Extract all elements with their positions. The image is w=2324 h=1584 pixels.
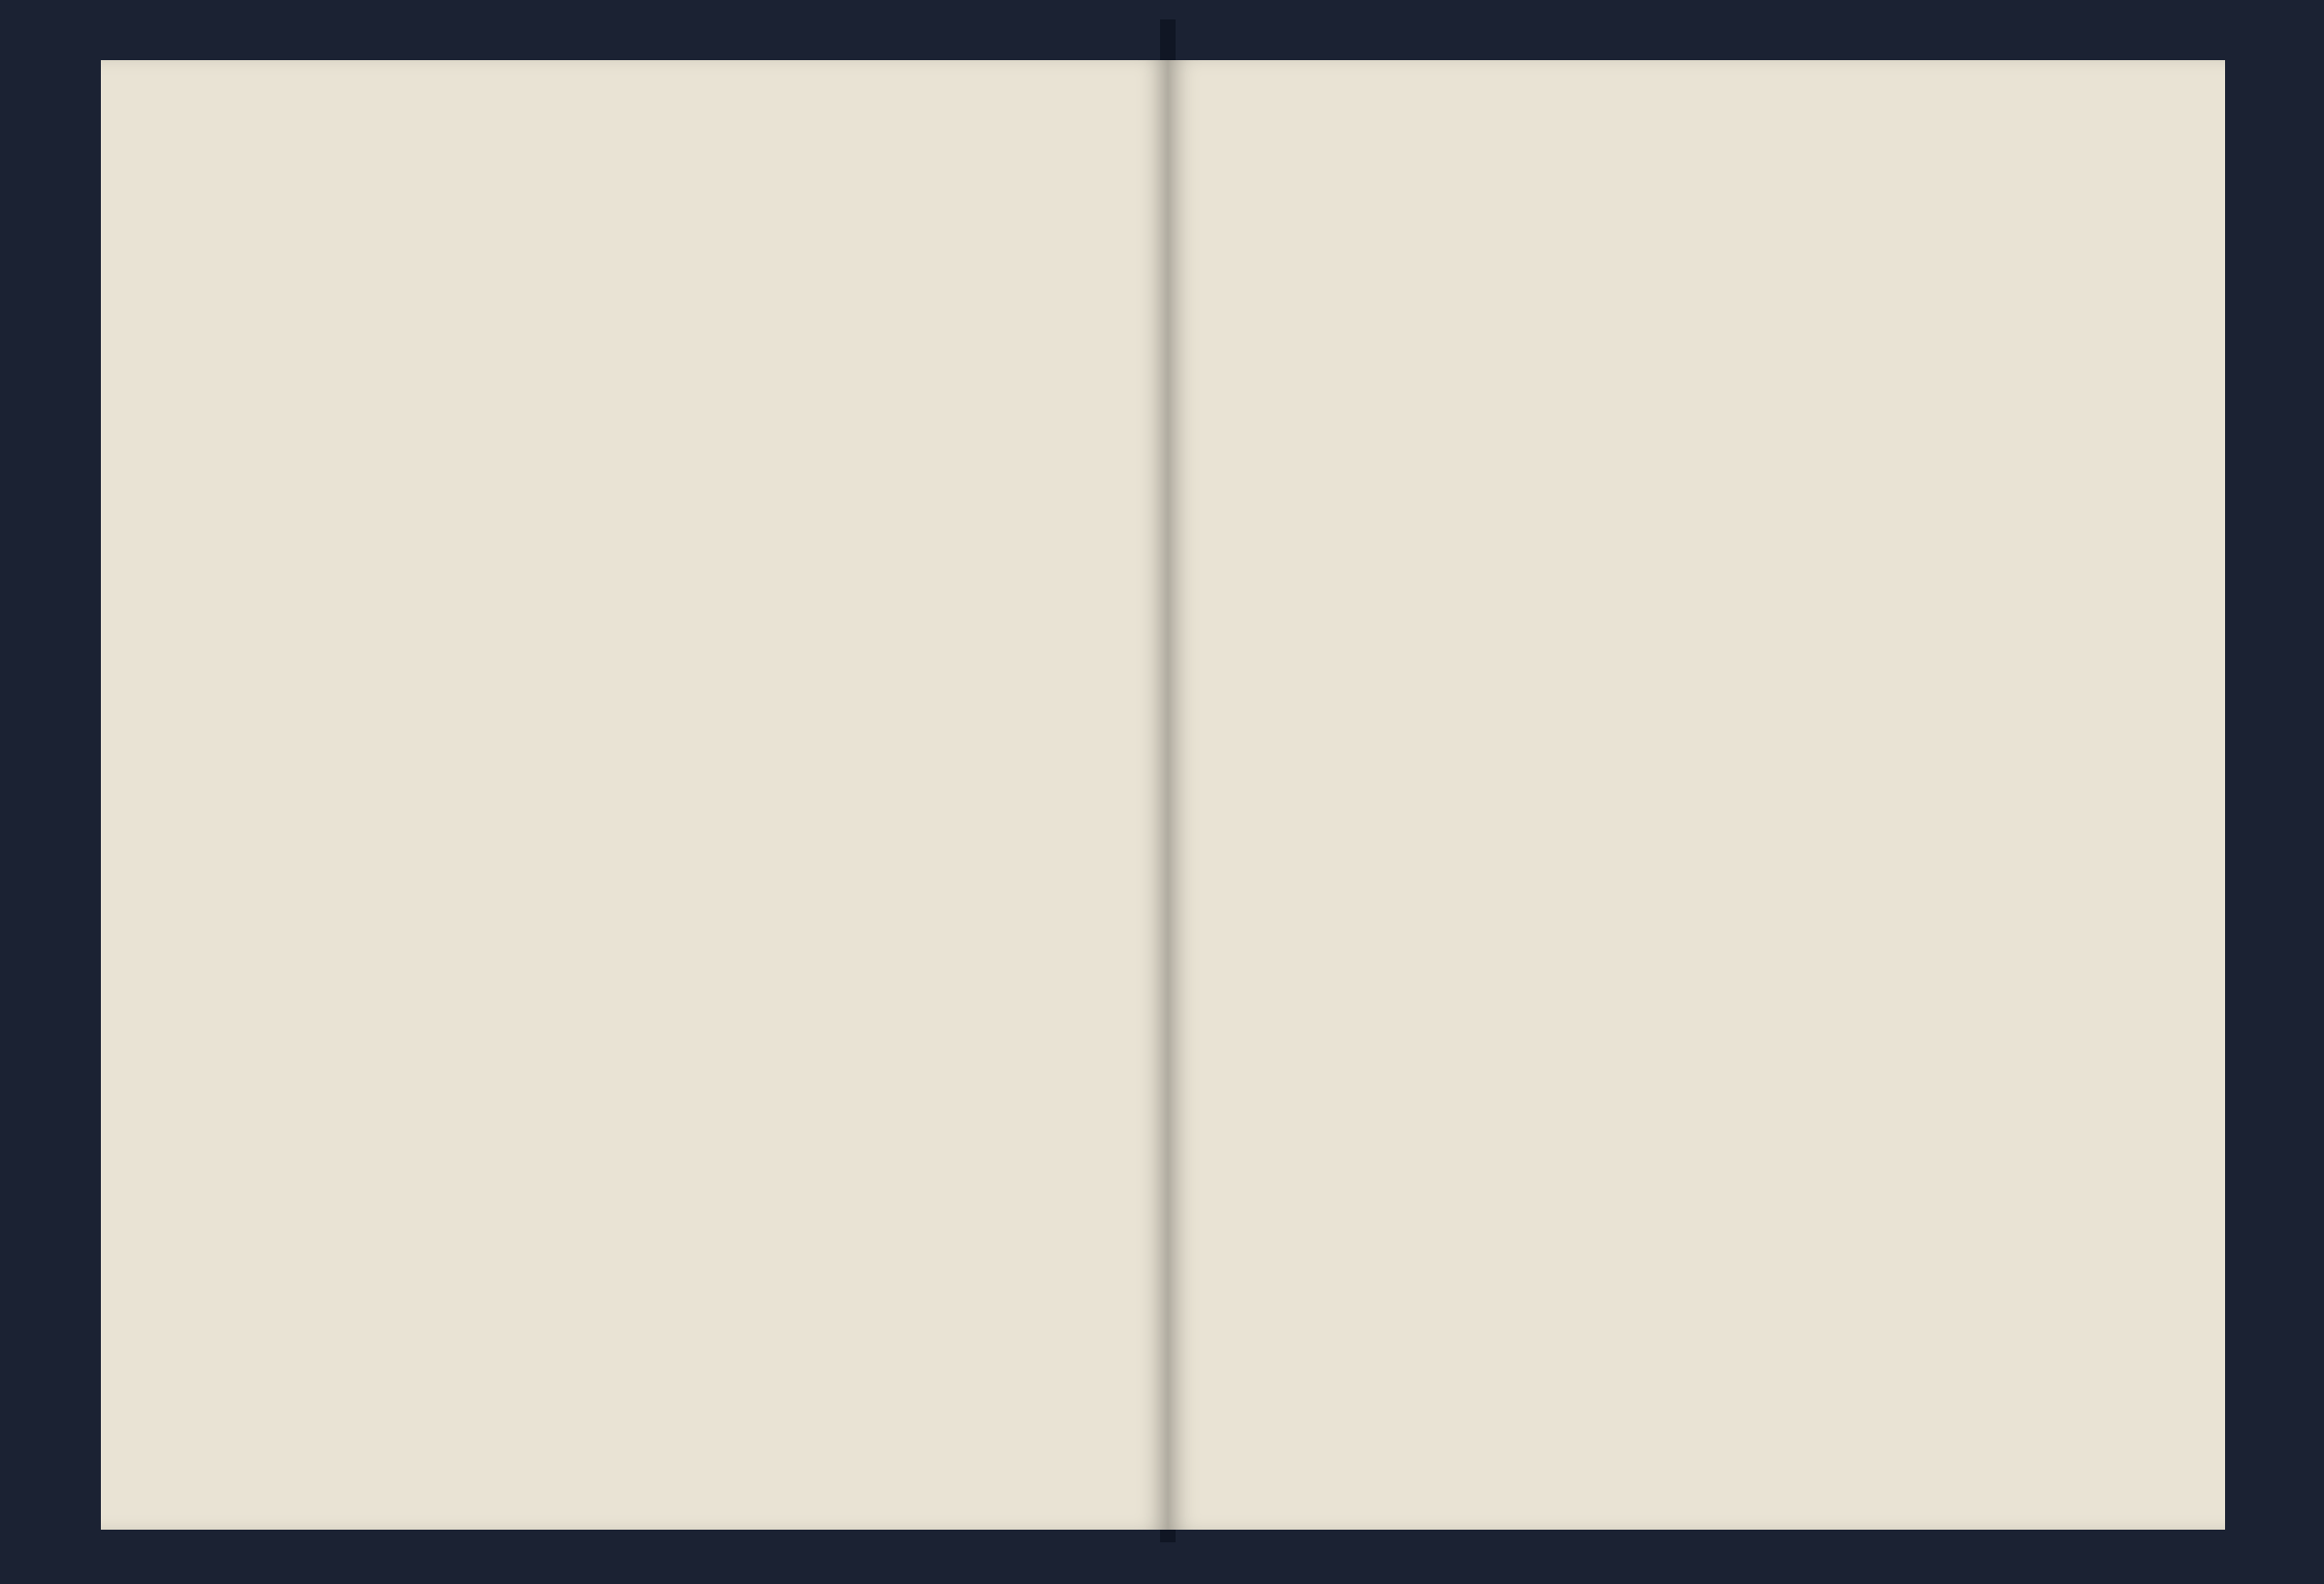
right-page	[1168, 60, 2225, 1530]
left-page	[101, 60, 1168, 1530]
